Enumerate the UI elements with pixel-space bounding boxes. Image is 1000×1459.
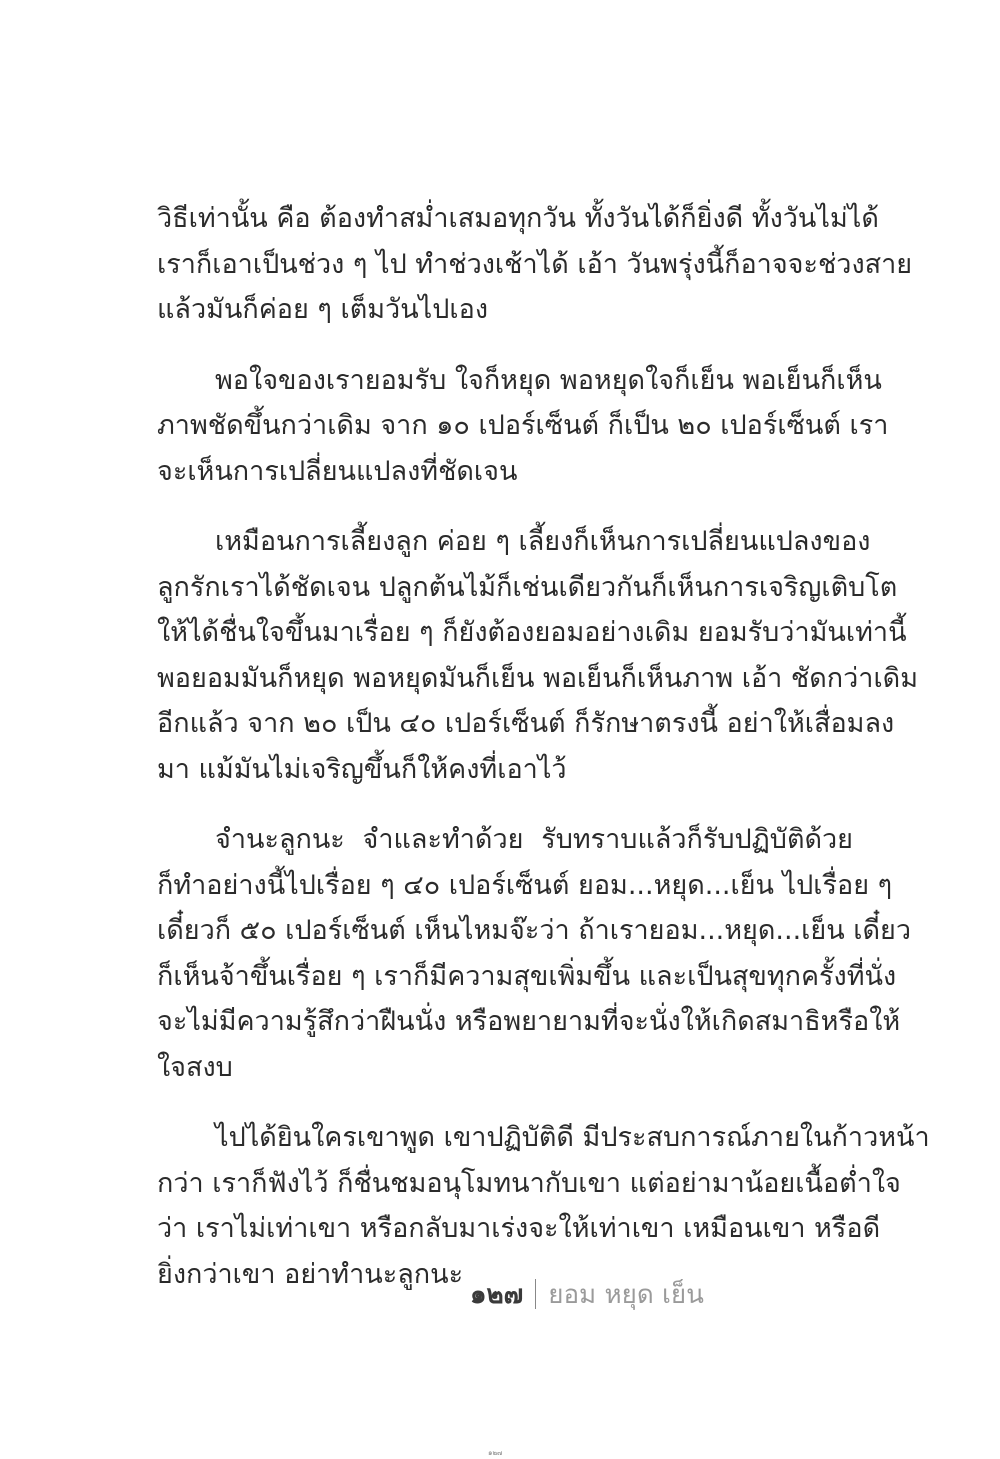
- text-line: พอใจของเรายอมรับ ใจก็หยุด พอหยุดใจก็เย็น พอเย็นก็เห็น: [215, 364, 882, 396]
- paragraph: [157, 817, 911, 1090]
- text-line: ภาพชัดขึ้นกว่าเดิม จาก ๑๐ เปอร์เซ็นต์ ก็เป็น ๒๐ เปอร์เซ็นต์ เรา: [157, 410, 889, 441]
- text-line: ไปได้ยินใครเขาพูด เขาปฏิบัติดี มีประสบการณ์ภายในก้าวหน้า: [215, 1122, 930, 1153]
- text-line: จะไม่มีความรู้สึกว่าฝืนนั่ง หรือพยายามที่จะนั่งให้เกิดสมาธิหรือให้: [157, 1006, 901, 1037]
- text-line: ว่า เราไม่เท่าเขา หรือกลับมาเร่งจะให้เท่าเขา เหมือนเขา หรือดี: [157, 1213, 881, 1244]
- print-mark: ๑๒๗: [488, 1449, 503, 1457]
- text-line: ให้ได้ชื่นใจขึ้นมาเรื่อย ๆ ก็ยังต้องยอมอย่างเดิม ยอมรับว่ามันเท่านี้: [157, 617, 907, 648]
- text-line: พอยอมมันก็หยุด พอหยุดมันก็เย็น พอเย็นก็เห็นภาพ เอ้า ชัดกว่าเดิม: [157, 662, 919, 694]
- text-line: ยิ่งกว่าเขา อย่าทำนะลูกนะ: [157, 1258, 464, 1290]
- page-footer: [470, 1275, 704, 1315]
- running-title: ยอม หยุด เย็น: [548, 1280, 704, 1310]
- footer-divider: [535, 1279, 536, 1309]
- text-line: ก็ทำอย่างนี้ไปเรื่อย ๆ ๔๐ เปอร์เซ็นต์ ยอม...หยุด...เย็น ไปเรื่อย ๆ: [157, 869, 893, 901]
- text-line: ลูกรักเราได้ชัดเจน ปลูกต้นไม้ก็เช่นเดียวกันก็เห็นการเจริญเติบโต: [157, 571, 898, 603]
- text-line: เราก็เอาเป็นช่วง ๆ ไป ทำช่วงเช้าได้ เอ้า วันพรุ่งนี้ก็อาจจะช่วงสาย: [157, 248, 913, 280]
- page-body: [157, 196, 930, 1322]
- text-line: จะเห็นการเปลี่ยนแปลงที่ชัดเจน: [157, 455, 518, 487]
- text-line: อีกแล้ว จาก ๒๐ เป็น ๔๐ เปอร์เซ็นต์ ก็รักษาตรงนี้ อย่าให้เสื่อมลง: [157, 708, 895, 739]
- text-line: จำนะลูกนะ จำและทำด้วย รับทราบแล้วก็รับปฏิบัติด้วย: [215, 824, 853, 855]
- page-number: ๑๒๗: [470, 1280, 524, 1310]
- text-line: วิธีเท่านั้น คือ ต้องทำสม่ำเสมอทุกวัน ทั้งวันได้ก็ยิ่งดี ทั้งวันไม่ได้: [157, 203, 879, 234]
- text-line: เหมือนการเลี้ยงลูก ค่อย ๆ เลี้ยงก็เห็นการเปลี่ยนแปลงของ: [215, 526, 871, 557]
- text-line: มา แม้มันไม่เจริญขึ้นก็ให้คงที่เอาไว้: [157, 753, 567, 785]
- paragraph: [157, 196, 913, 333]
- text-line: ใจสงบ: [157, 1051, 233, 1083]
- paragraph: [157, 519, 919, 792]
- text-line: ก็เห็นจ้าขึ้นเรื่อย ๆ เราก็มีความสุขเพิ่มขึ้น และเป็นสุขทุกครั้งที่นั่ง: [157, 960, 897, 992]
- paragraph: [157, 1115, 930, 1297]
- paragraph: [157, 358, 889, 495]
- text-line: กว่า เราก็ฟังไว้ ก็ชื่นชมอนุโมทนากับเขา แต่อย่ามาน้อยเนื้อต่ำใจ: [157, 1167, 901, 1199]
- text-line: แล้วมันก็ค่อย ๆ เต็มวันไปเอง: [157, 294, 489, 325]
- text-line: เดี๋ยวก็ ๕๐ เปอร์เซ็นต์ เห็นไหมจ๊ะว่า ถ้าเรายอม...หยุด...เย็น เดี๋ยว: [157, 915, 911, 946]
